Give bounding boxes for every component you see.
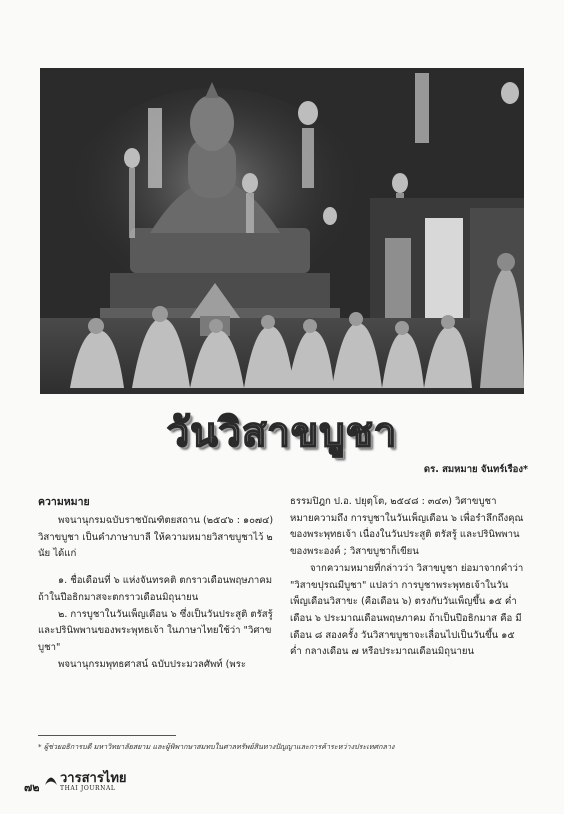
footnote-divider [38, 735, 176, 736]
author-byline: ดร. สมหมาย จันทร์เรือง* [423, 464, 528, 475]
journal-logo [44, 772, 127, 793]
page-number: ๗๒ [24, 781, 40, 794]
article-title: วันวิสาขบูชา [166, 410, 398, 456]
paragraph: ธรรมปิฎก ป.อ. ปยุตฺโต, ๒๕๔๘ : ๓๔๓) วิศาขบูชา หมายความถึง การบูชาในวันเพ็ญเดือน ๖ เพื่อรำลึกถึงคุณของพระพุทธเจ้า เนื่องในวันประสูติ ตรัสรู้ และปรินิพพานของพระองค์ ; วิสาขบูชาก็เขียน [290, 496, 524, 558]
ceremony-photo [40, 68, 524, 394]
paragraph: จากความหมายที่กล่าวว่า วิสาขบูชา ย่อมาจากคำว่า "วิสาขปุรณมีบูชา" แปลว่า การบูชาพระพุทธเจ้าในวันเพ็ญเดือนวิสาขะ (คือเดือน ๖) ตรงกับวันเพ็ญขึ้น ๑๕ ค่ำ เดือน ๖ ประมาณเดือนพฤษภาคม ถ้าเป็นปีอธิกมาส คือ มีเดือน ๘ สองครั้ง วันวิสาขบูชาจะเลื่อนไปเป็นวันขึ้น ๑๕ ค่ำ กลางเดือน ๗ หรือประมาณเดือนมิถุนายน [290, 562, 524, 658]
journal-logo-icon [44, 772, 58, 786]
left-column [38, 494, 276, 673]
paragraph: พจนานุกรมฉบับราชบัณฑิตยสถาน (๒๕๔๖ : ๑๐๗๔) วิสาขบูชา เป็นคำภาษาบาลี ให้ความหมายวิสาขบูชาไว้ ๒ นัย ได้แก่ [38, 515, 274, 560]
journal-name-thai: วารสารไทย [60, 771, 127, 786]
section-heading: ความหมาย [38, 496, 90, 508]
paragraph: ๒. การบูชาในวันเพ็ญเดือน ๖ ซึ่งเป็นวันประสูติ ตรัสรู้และปรินิพพานของพระพุทธเจ้า ในภาษาไทยใช้ว่า "วิศาขบูชา" [38, 608, 273, 653]
journal-name-english: THAI JOURNAL [60, 785, 116, 792]
paragraph: ๑. ชื่อเดือนที่ ๖ แห่งจันทรคติ ตกราวเดือนพฤษภาคม ถ้าในปีอธิกมาสจะตกราวเดือนมิถุนายน [38, 575, 273, 603]
ceremony-illustration [40, 68, 524, 394]
paragraph: พจนานุกรมพุทธศาสน์ ฉบับประมวลศัพท์ (พระ [58, 658, 247, 670]
right-column [290, 494, 526, 661]
footnote: * ผู้ช่วยอธิการบดี มหาวิทยาลัยสยาม และผู้พิพากษาสมทบในศาลทรัพย์สินทางปัญญาและการค้าระหว่างประเทศกลาง [38, 742, 395, 751]
